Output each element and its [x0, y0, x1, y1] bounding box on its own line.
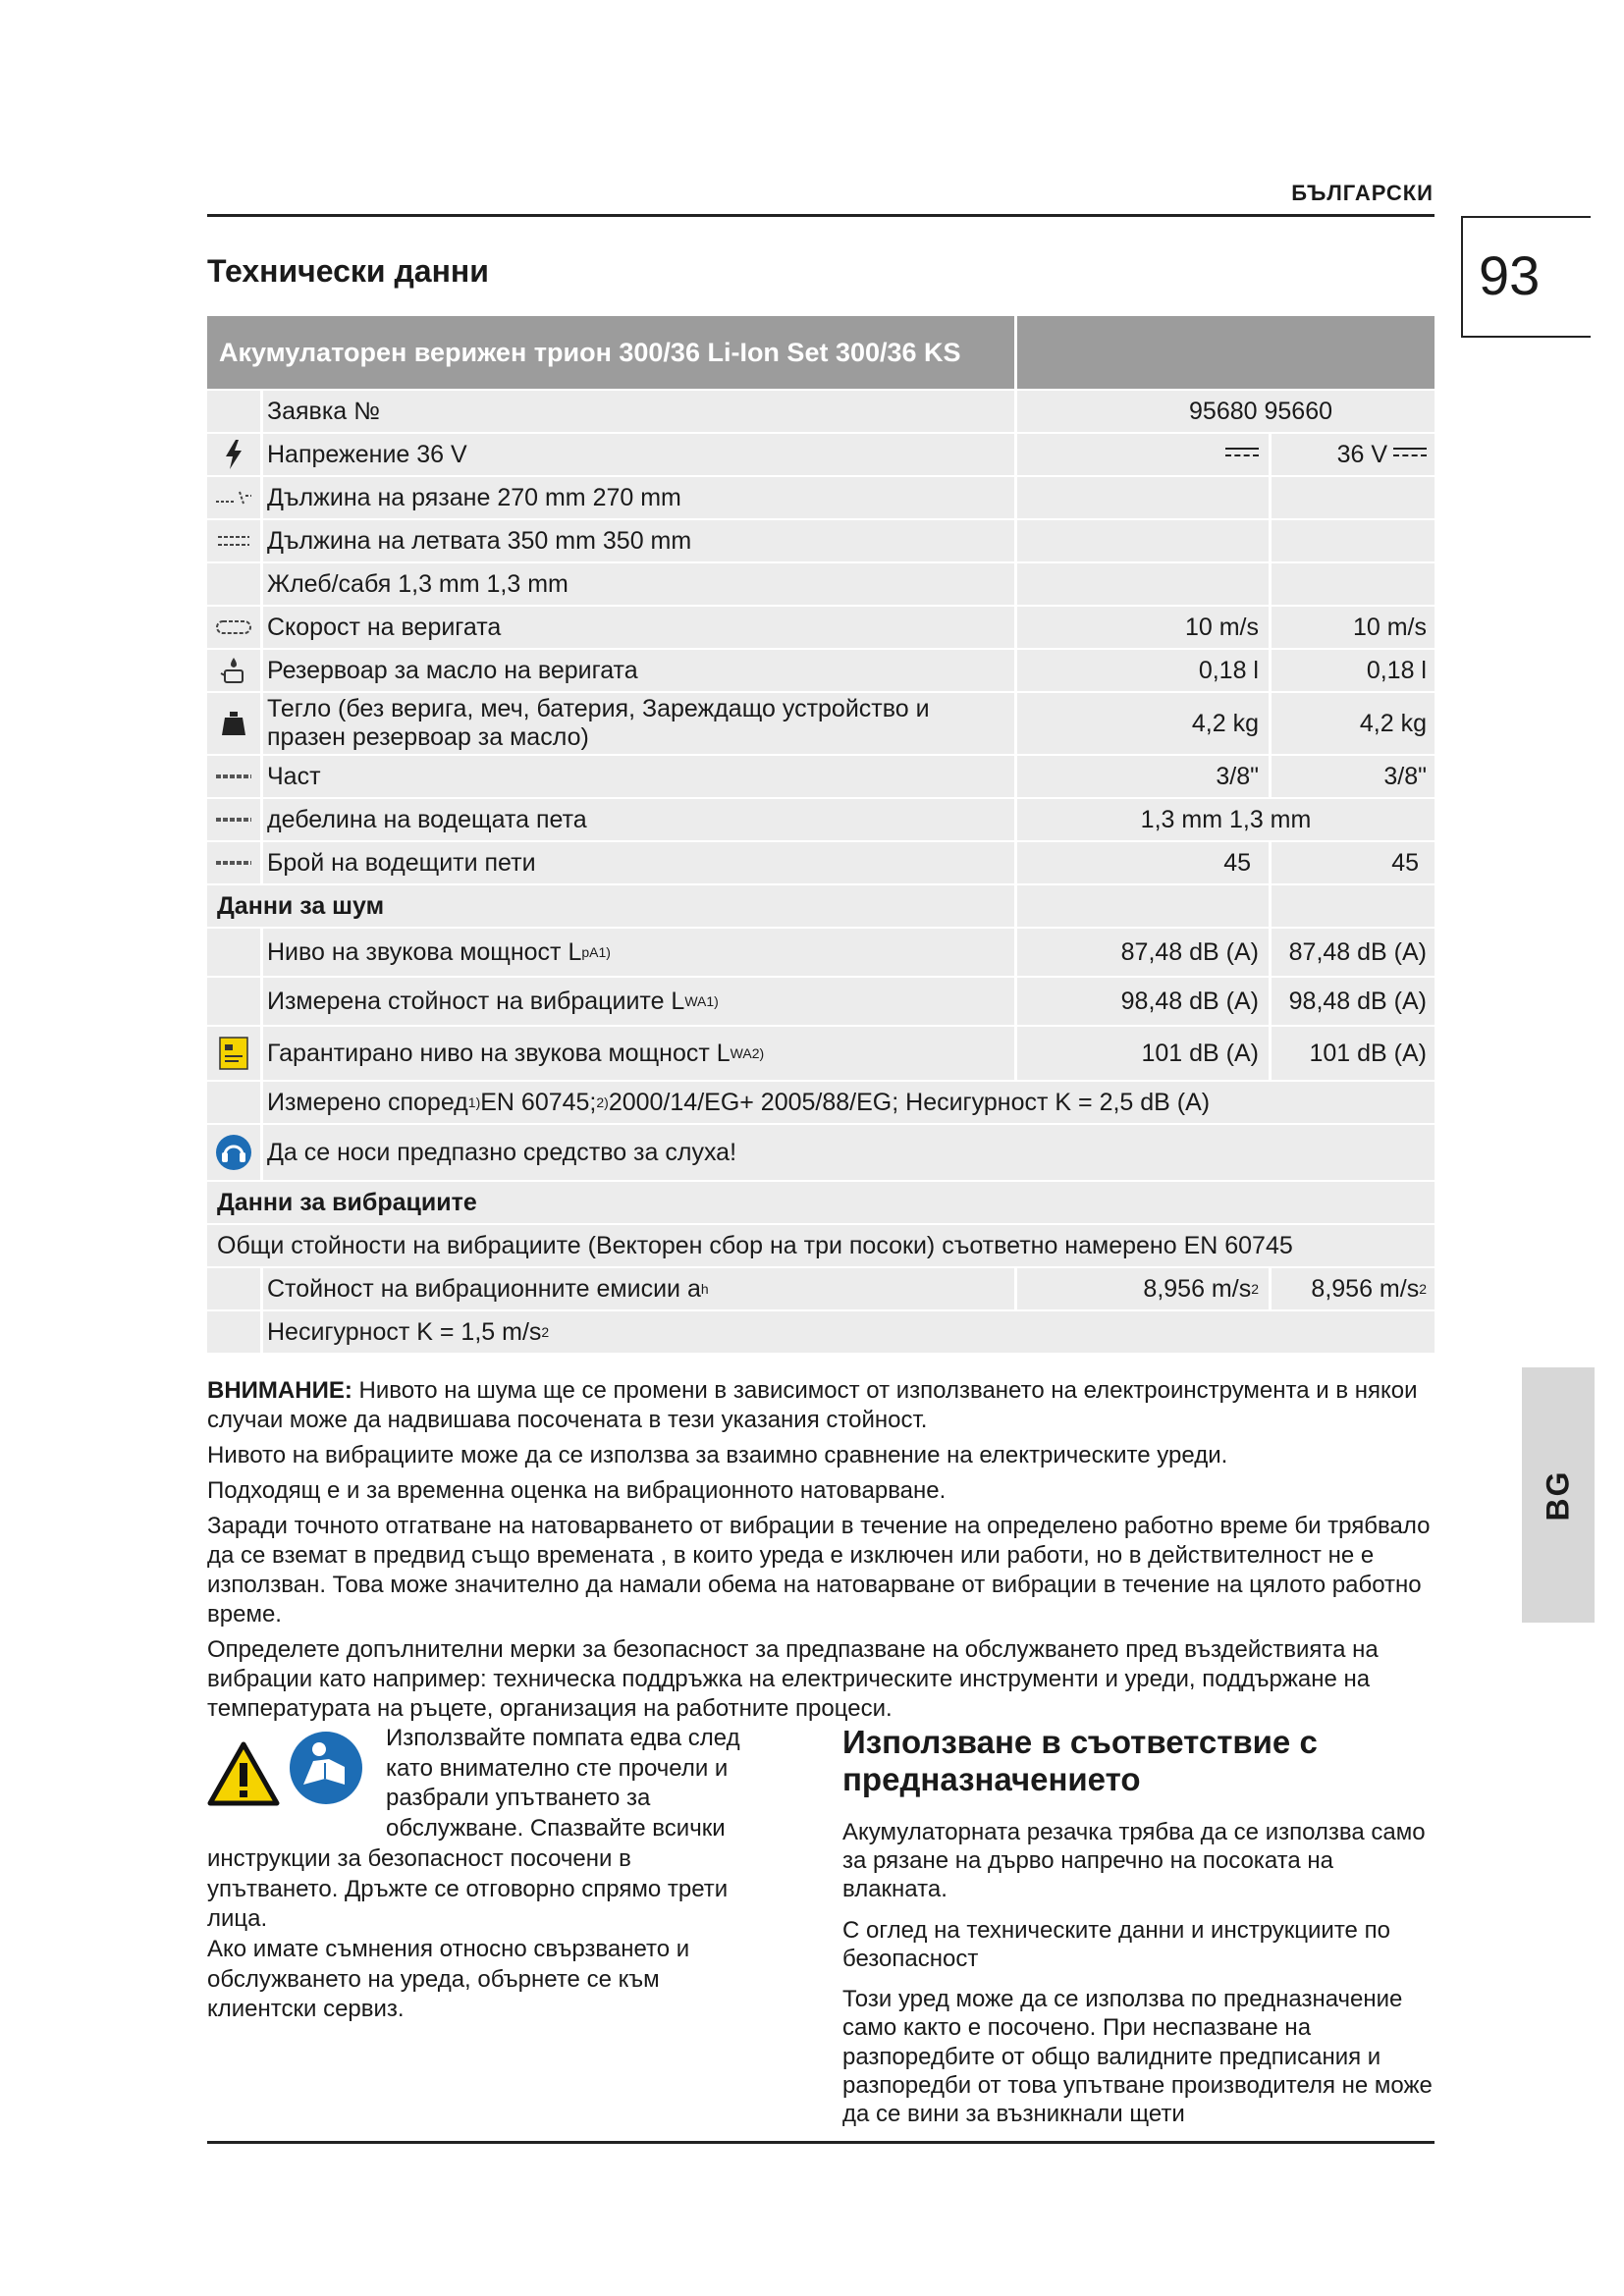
header-rule [207, 214, 1435, 217]
vibration-uncertainty-label: Несигурност K = 1,5 m/s 2 [263, 1311, 1435, 1353]
ear-protection-text: Да се носи предпазно средство за слуха! [263, 1125, 1435, 1180]
table-row [207, 1311, 1435, 1353]
intended-use-paragraph-2: С оглед на техническите данни и инструкциите по безопасност [842, 1916, 1390, 1972]
warning-triangle-icon [207, 1741, 280, 1806]
voltage-label: Напрежение 36 V [263, 434, 1014, 475]
oil-tank-label: Резервоар за масло на веригата [263, 650, 1014, 691]
sound-level-label-icon [207, 1027, 260, 1080]
lpa-value-a: 87,48 dB (A) [1017, 929, 1269, 976]
pitch-label: Част [263, 756, 1014, 797]
table-row [207, 1268, 1435, 1309]
oil-tank-value-b: 0,18 l [1272, 650, 1435, 691]
warning-paragraph: ВНИМАНИЕ: Нивото на шума ще се промени в зависимост от използването на електроинструмента и в някои случаи може да надвишава посочената в тези указания стойност. [207, 1377, 1418, 1433]
table-row [207, 607, 1435, 648]
chain-link-icon [207, 799, 260, 840]
side-tab-label: BG [1540, 1469, 1576, 1521]
vibration-emission-value-b: 8,956 m/s 2 [1272, 1268, 1435, 1309]
chain-link-icon [207, 756, 260, 797]
table-row [207, 1182, 1435, 1223]
drive-links-value-a: 45 [1017, 842, 1269, 883]
vibration-emission-label: Стойност на вибрационните емисии a h [263, 1268, 1014, 1309]
lwa-guaranteed-value-b: 101 dB (A) [1272, 1027, 1435, 1080]
lwa-measured-value-b: 98,48 dB (A) [1272, 978, 1435, 1025]
chain-link-icon [207, 842, 260, 883]
weight-icon [207, 693, 260, 754]
table-row [207, 842, 1435, 883]
table-title: Акумулаторен верижен трион 300/36 Li-Ion Set 300/36 KS [207, 316, 1014, 389]
vibration-section-header: Данни за вибрациите [207, 1182, 1435, 1223]
order-no-value: 95680 95660 [1017, 391, 1435, 432]
pitch-value-b: 3/8" [1272, 756, 1435, 797]
lwa-measured-value-a: 98,48 dB (A) [1017, 978, 1269, 1025]
bar-length-label: Дължина на летвата 350 mm 350 mm [263, 520, 1014, 561]
footer-rule [207, 2141, 1435, 2144]
safety-measures-paragraph: Определете допълнителни мерки за безопасност за предпазване на обслужването пред въздействията на вибрации като например: техническа поддръжка на електрическите инструменти и уреди, поддържане на температурата на ръцете, организация на работните процеси. [207, 1636, 1379, 1722]
lpa-value-b: 87,48 dB (A) [1272, 929, 1435, 976]
pitch-value-a: 3/8" [1017, 756, 1269, 797]
table-row [207, 434, 1435, 475]
table-row [207, 650, 1435, 691]
drive-links-value-b: 45 [1272, 842, 1435, 883]
cut-length-icon [207, 477, 260, 518]
section-title: Технически данни [207, 253, 489, 289]
drive-links-label: Брой на водещити пети [263, 842, 1014, 883]
table-row [207, 978, 1435, 1025]
table-row [207, 563, 1435, 605]
voltage-value: 36 V [1336, 440, 1387, 468]
spec-table [207, 316, 1435, 1353]
vibration-emission-value-a: 8,956 m/s 2 [1017, 1268, 1269, 1309]
vibration-time-paragraph: Заради точното отгатване на натоварването от вибрации в течение на определено работно време би трябвало да се вземат в предвид също времената , в които уреда е изключен или работи, но в действителност не е използван. Това може значително да намали обема на натоварване от вибрации в течение на цялото работно време. [207, 1513, 1431, 1628]
bar-length-icon [207, 520, 260, 561]
page-number: 93 [1461, 216, 1591, 338]
table-row [207, 885, 1435, 927]
drive-link-label: дебелина на водещата пета [263, 799, 1014, 840]
oil-can-icon [207, 650, 260, 691]
intended-use-paragraph-3: Този уред може да се използва по предназначение само както е посочено. При неспазване на разпоредбите от общо валидните предписания и разпоредби от това упътване производителя не може да се вини за възникнали щети [842, 1986, 1433, 2128]
groove-label: Жлеб/сабя 1,3 mm 1,3 mm [263, 563, 1014, 605]
oil-tank-value-a: 0,18 l [1017, 650, 1269, 691]
table-row [207, 756, 1435, 797]
table-row [207, 391, 1435, 432]
weight-label: Тегло (без верига, меч, батерия, Зареждащо устройство и празен резервоар за масло) [263, 693, 1014, 754]
chain-speed-value-b: 10 m/s [1272, 607, 1435, 648]
table-row [207, 477, 1435, 518]
lwa-measured-label: Измерена стойност на вибрациите L WA 1) [263, 978, 1014, 1025]
read-manual-paragraph: Използвайте помпата едва след като внимателно сте прочели и разбрали упътването за обслужване. Спазвайте всички инструкции за безопасност посочени в упътването. Дръжте се отговорно спрямо трети лица. [207, 1725, 740, 1933]
table-row [207, 1225, 1435, 1266]
order-no-label: Заявка № [263, 391, 1014, 432]
weight-value-b: 4,2 kg [1272, 693, 1435, 754]
table-row [207, 1082, 1435, 1123]
chain-speed-value-a: 10 m/s [1017, 607, 1269, 648]
table-row [207, 693, 1435, 754]
vibration-total-label: Общи стойности на вибрациите (Векторен сбор на три посоки) съответно намерено EN 60745 [207, 1225, 1435, 1266]
measured-per-label: Измерено според 1) EN 60745; 2) 2000/14/EG+ 2005/88/EG; Несигурност K = 2,5 dB (A) [263, 1082, 1435, 1123]
table-row [207, 799, 1435, 840]
chain-speed-label: Скорост на веригата [263, 607, 1014, 648]
service-paragraph: Ако имате съмнения относно свързването и обслужването на уреда, обърнете се към клиентски сервиз. [207, 1936, 690, 2023]
table-row [207, 929, 1435, 976]
table-row [207, 1125, 1435, 1180]
intended-use-heading: Използване в съответствие с предназначението [842, 1724, 1318, 1797]
chain-speed-icon [207, 607, 260, 648]
lwa-guaranteed-value-a: 101 dB (A) [1017, 1027, 1269, 1080]
table-row [207, 520, 1435, 561]
dc-symbol-icon [1393, 448, 1427, 461]
cut-length-label: Дължина на рязане 270 mm 270 mm [263, 477, 1014, 518]
table-row [207, 1027, 1435, 1080]
vibration-comparison-paragraph: Нивото на вибрациите може да се използва за взаимно сравнение на електрическите уреди. [207, 1442, 1228, 1468]
noise-section-header: Данни за шум [207, 885, 1014, 927]
lightning-icon [207, 434, 260, 475]
language-side-tab [1522, 1367, 1595, 1623]
weight-value-a: 4,2 kg [1017, 693, 1269, 754]
intended-use-paragraph-1: Акумулаторната резачка трябва да се използва само за рязане на дърво напречно на посоката на влакната. [842, 1818, 1426, 1903]
read-manual-icon [288, 1730, 364, 1806]
warning-text-block [207, 1376, 1435, 1730]
ear-protection-icon [207, 1125, 260, 1180]
language-header: БЪЛГАРСКИ [1291, 181, 1434, 205]
lwa-guaranteed-label: Гарантирано ниво на звукова мощност L WA 2) [263, 1027, 1014, 1080]
intended-use-column [842, 1724, 1436, 2141]
vibration-estimate-paragraph: Подходящ е и за временна оценка на вибрационното натоварване. [207, 1477, 947, 1504]
dc-symbol-icon [1225, 448, 1259, 461]
lpa-label: Ниво на звукова мощност L pA 1) [263, 929, 1014, 976]
drive-link-value: 1,3 mm 1,3 mm [1017, 799, 1435, 840]
safety-instructions-column [207, 1724, 767, 2025]
